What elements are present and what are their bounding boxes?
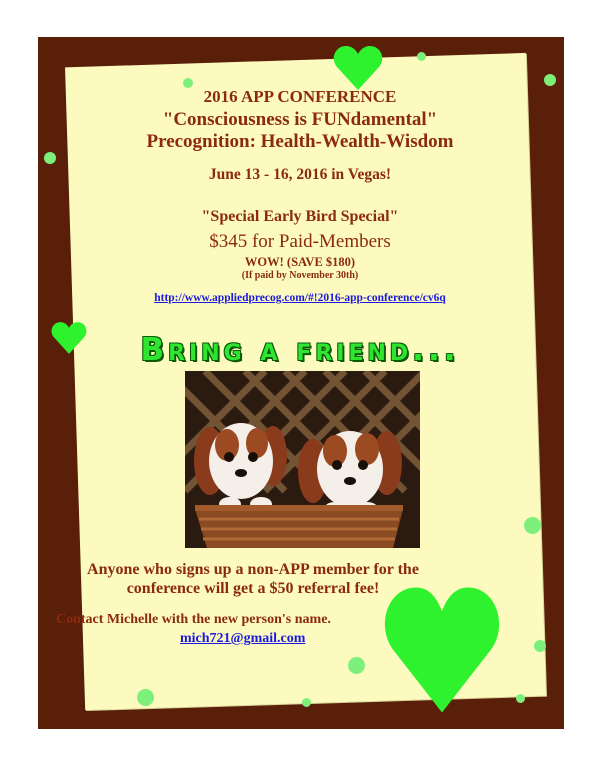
puppies-photo	[185, 371, 420, 548]
deadline-note: (If paid by November 30th)	[241, 270, 359, 281]
savings-note: WOW! (SAVE $180)	[244, 255, 356, 269]
member-price: $345 for Paid-Members	[209, 231, 391, 252]
dot-icon	[137, 689, 154, 706]
dot-icon	[348, 657, 365, 674]
special-heading: "Special Early Bird Special"	[201, 208, 399, 225]
dot-icon	[524, 517, 541, 534]
referral-text	[58, 560, 448, 598]
title-line-2: "Consciousness is FUNdamental"	[162, 109, 438, 130]
dot-icon	[302, 698, 311, 707]
dot-icon	[516, 694, 525, 703]
referral-line-2: conference will get a $50 referral fee!	[126, 580, 380, 597]
title-line-1: 2016 APP CONFERENCE	[203, 87, 397, 106]
dot-icon	[417, 52, 426, 61]
dot-icon	[544, 74, 556, 86]
contact-text: Contact Michelle with the new person's name.	[56, 612, 331, 627]
title-line-3: Precognition: Health-Wealth-Wisdom	[146, 131, 454, 152]
event-dates: June 13 - 16, 2016 in Vegas!	[208, 166, 392, 183]
heart-icon	[333, 45, 383, 91]
bring-a-friend-banner: Bring a friend...	[140, 332, 460, 368]
dot-icon	[44, 152, 56, 164]
referral-line-1: Anyone who signs up a non-APP member for the	[87, 561, 419, 578]
dot-icon	[534, 640, 546, 652]
heart-icon	[383, 585, 501, 715]
contact-email-link[interactable]: mich721@gmail.com	[180, 631, 306, 646]
conference-link[interactable]: http://www.appliedprecog.com/#!2016-app-conference/cv6q	[154, 292, 446, 304]
heart-icon	[51, 321, 87, 355]
